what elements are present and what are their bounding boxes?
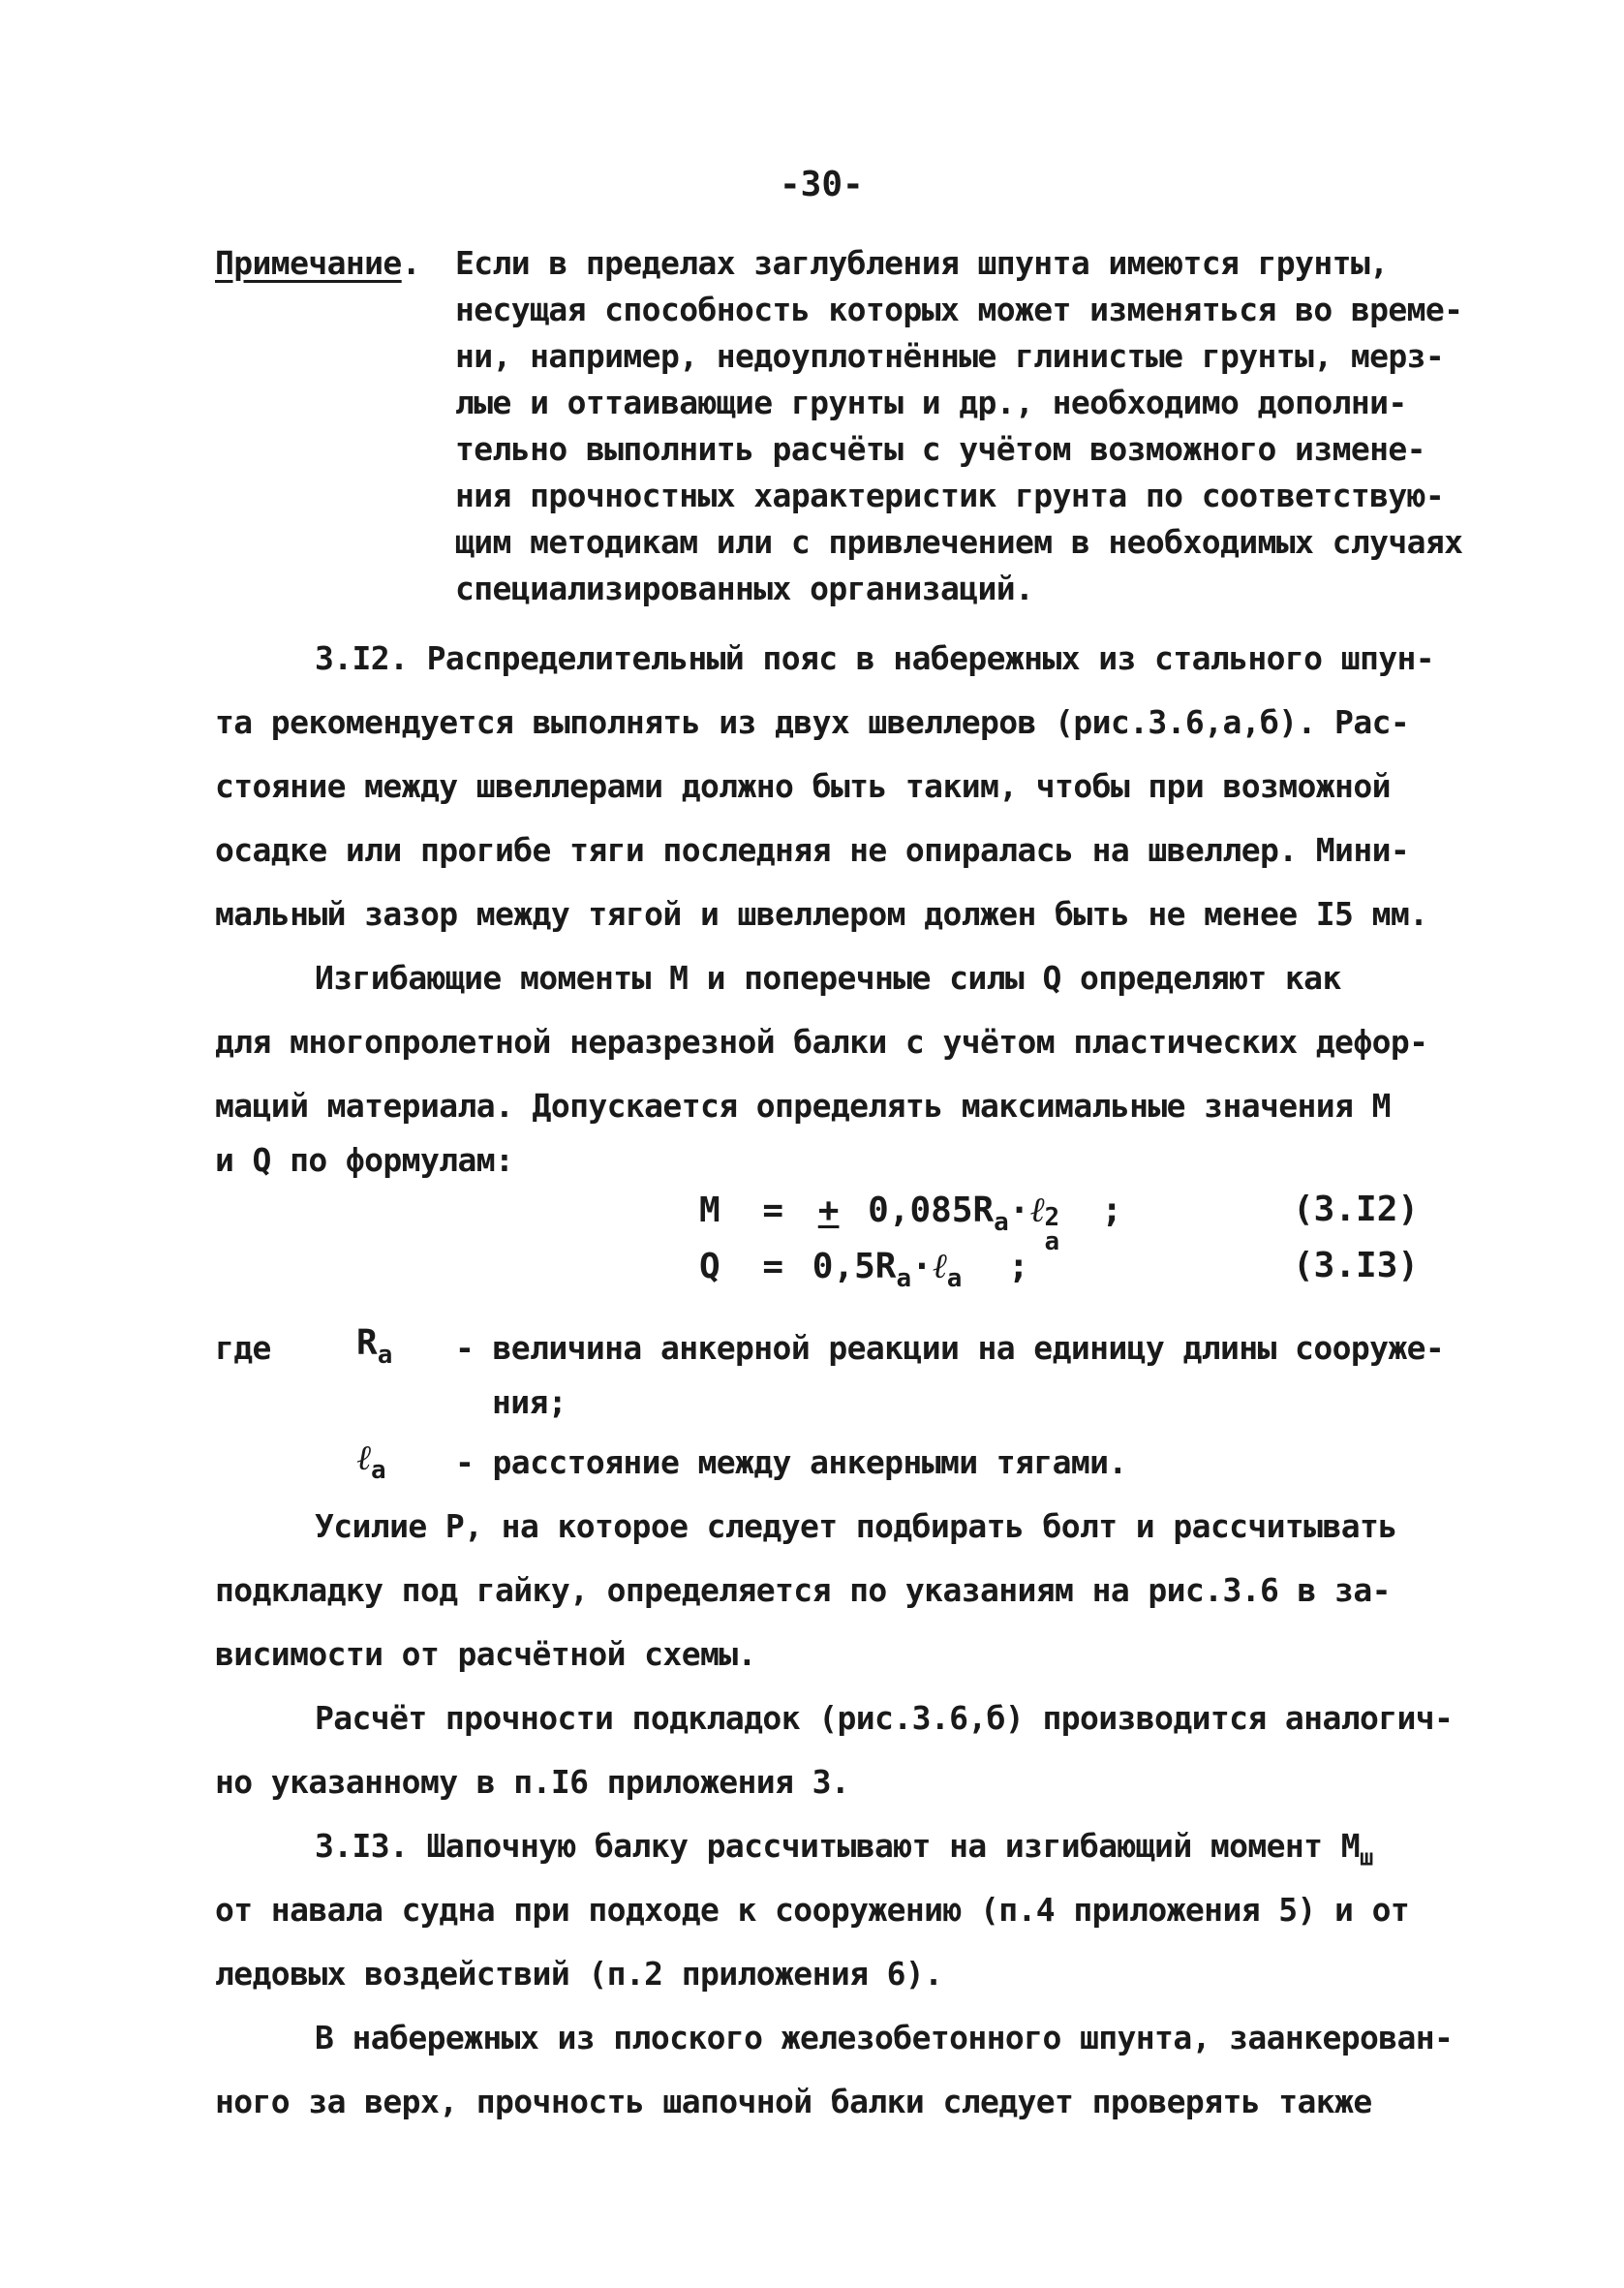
formula-eq: = [762,1190,784,1230]
formula-coef-sub: a [896,1264,912,1294]
para-pads-line: но указанному в п.I6 приложения 3. [215,1763,850,1801]
note-line: лые и оттаивающие грунты и др., необходимо дополни- [455,384,1407,421]
formula-3-12 [699,1190,1123,1257]
formula-dot: · [1008,1190,1030,1230]
formula-coef-sub: a [994,1208,1009,1238]
para-moments-line: и Q по формулам: [215,1141,514,1179]
para-pads-line: Расчёт прочности подкладок (рис.3.6,б) производится аналогич- [315,1699,1454,1737]
para-3-12-line: мальный зазор между тягой и швеллером должен быть не менее I5 мм. [215,895,1428,933]
note-label: Примечание [215,244,402,282]
formula-sub: a [1044,1227,1060,1257]
para-last-line: ного за верх, прочность шапочной балки следует проверять также [215,2083,1372,2120]
moment-sub: ш [1360,1843,1373,1871]
note-line: ни, например, недоуплотнённые глинистые грунты, мерз- [455,337,1445,375]
where-r-letter: R [356,1323,378,1363]
formula-plus-minus: + [817,1190,840,1230]
where-l-symbol [356,1438,386,1485]
formula-ell: ℓ [1029,1190,1045,1230]
where-l-desc: - расстояние между анкерными тягами. [455,1443,1127,1481]
note-line: щим методикам или с привлечением в необходимых случаях [455,523,1463,561]
para-moments-line: для многопролетной неразрезной балки с учётом пластических дефор- [215,1023,1428,1061]
para-3-12-line: та рекомендуется выполнять из двух швеллеров (рис.3.6,а,б). Рас- [215,703,1410,741]
note-heading [215,244,420,282]
para-moments-line: маций материала. Допускается определять максимальные значения М [215,1087,1391,1125]
para-3-12-line: 3.I2. Распределительный пояс в набережных из стального шпун- [315,639,1435,677]
formula-dot: · [911,1247,933,1286]
note-line: специализированных организаций. [455,570,1034,607]
formula-lhs: M [699,1190,720,1230]
para-3-12-line: осадке или прогибе тяги последняя не опиралась на швеллер. Мини- [215,831,1410,869]
note-line: Если в пределах заглубления шпунта имеются грунты, [455,244,1389,282]
para-force-line: подкладку под гайку, определяется по указаниям на рис.3.6 в за- [215,1571,1391,1609]
formula-sub: a [946,1264,963,1294]
para-3-13-text: 3.I3. Шапочную балку рассчитывают на изгибающий момент М [315,1827,1360,1865]
note-line: тельно выполнить расчёты с учётом возможного измене- [455,430,1425,468]
note-label-dot: . [401,244,420,282]
para-force-line: висимости от расчётной схемы. [215,1635,756,1673]
formula-number: (3.I3) [1293,1246,1420,1285]
where-r-desc-cont: ния; [492,1383,567,1421]
note-line: несущая способность которых может изменяться во време- [455,291,1463,328]
para-last-line: В набережных из плоского железобетонного шпунта, заанкерован- [315,2019,1454,2056]
formula-semicolon: ; [1101,1190,1123,1230]
where-r-sub: a [377,1341,393,1371]
para-force-line: Усилие Р, на которое следует подбирать болт и рассчитывать [315,1507,1397,1545]
formula-eq: = [762,1247,784,1286]
para-3-13-line [315,1827,1373,1871]
where-r-desc: - величина анкерной реакции на единицу длины сооруже- [455,1329,1445,1367]
where-l-letter: ℓ [356,1438,371,1478]
formula-3-13 [699,1246,1029,1293]
para-3-12-line: стояние между швеллерами должно быть таким, чтобы при возможной [215,767,1391,805]
formula-semicolon: ; [1008,1247,1029,1286]
where-r-symbol [356,1323,392,1370]
note-line: ния прочностных характеристик грунта по соответствую- [455,477,1445,514]
formula-coef: 0,085R [868,1190,995,1230]
para-moments-line: Изгибающие моменты М и поперечные силы Q определяют как [315,959,1341,997]
formula-number: (3.I2) [1293,1190,1420,1229]
formula-sup: 2 [1044,1202,1060,1232]
para-3-13-line: ледовых воздействий (п.2 приложения 6). [215,1955,943,1993]
formula-ell: ℓ [932,1247,947,1286]
where-l-sub: a [371,1456,386,1486]
formula-coef: 0,5R [812,1247,897,1286]
page-number: -30- [780,165,864,204]
para-3-13-line: от навала судна при подходе к сооружению (п.4 приложения 5) и от [215,1891,1410,1929]
where-word: где [215,1329,271,1367]
formula-lhs: Q [699,1247,720,1286]
